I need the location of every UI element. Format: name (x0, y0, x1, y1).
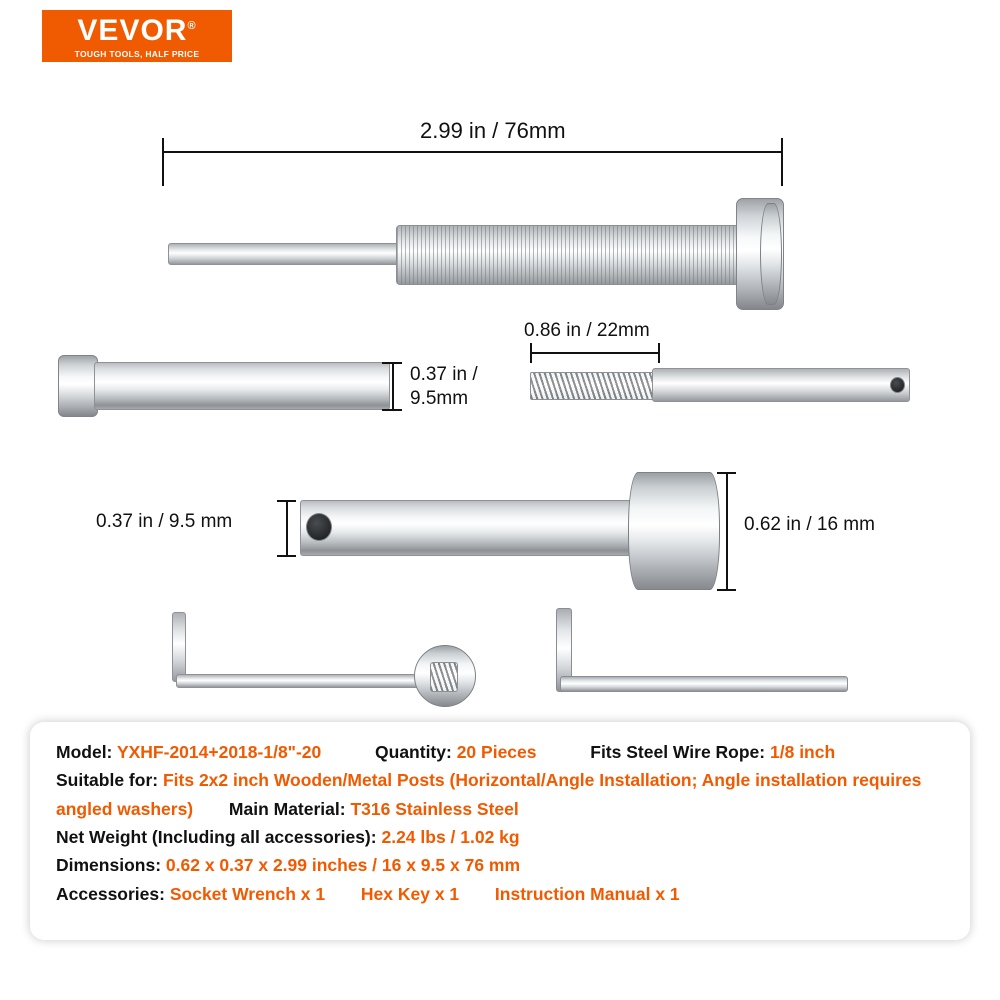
value-suitable: Fits 2x2 inch Wooden/Metal Posts (Horizontal/Angle Installation; Angle installation requires angled washers) (56, 770, 922, 819)
dimension-label-body-diameter-line2: 9.5mm (410, 388, 469, 409)
label-fits-rope: Fits Steel Wire Rope: (590, 742, 766, 762)
tube-smooth-section (652, 368, 910, 402)
specification-card (30, 722, 970, 940)
dimension-tick-bottom-flange-diameter (717, 589, 736, 591)
pin-body (94, 362, 390, 410)
socket-wrench-handle (176, 674, 436, 688)
hex-key-long-arm (560, 676, 848, 692)
dimension-tick-left-thread (530, 343, 532, 363)
dimension-line-thread-length (530, 352, 660, 354)
dimension-tick-top-flange-diameter (717, 472, 736, 474)
dimension-tick-left-overall (162, 138, 164, 186)
value-accessory-3: Instruction Manual x 1 (494, 883, 680, 904)
dimension-tick-right-thread (658, 343, 660, 363)
label-quantity: Quantity: (375, 742, 452, 762)
stud-cap-face (760, 203, 782, 305)
dimension-line-tube-diameter (286, 500, 288, 556)
stud-shank (168, 243, 400, 265)
dimension-label-overall-length: 2.99 in / 76mm (420, 118, 566, 143)
dimension-tick-bottom-tube-diameter (277, 555, 296, 557)
dimension-line-body-diameter (392, 362, 394, 410)
registered-mark: ® (187, 19, 197, 32)
dimension-tick-bottom-body-diameter (382, 409, 402, 411)
dimension-label-body-diameter-line1: 0.37 in / (410, 364, 478, 385)
dimension-label-flange-diameter: 0.62 in / 16 mm (744, 514, 875, 535)
value-material: T316 Stainless Steel (350, 798, 519, 819)
spec-row-model (56, 738, 944, 766)
stud-knurled-body (396, 225, 740, 285)
label-weight: Net Weight (Including all accessories): (56, 827, 377, 848)
value-quantity: 20 Pieces (456, 742, 537, 762)
tube-bore-hole (890, 377, 905, 393)
spec-row-suitable (56, 766, 944, 823)
vevor-logo (42, 10, 232, 62)
barrel-flange (628, 472, 720, 590)
dimension-tick-top-body-diameter (382, 362, 402, 364)
dimension-label-tube-diameter: 0.37 in / 9.5 mm (96, 511, 233, 532)
dimension-line-overall-length (162, 151, 782, 153)
socket-wrench-long-arm (172, 612, 186, 682)
label-material: Main Material: (228, 798, 346, 819)
barrel-tube (300, 500, 660, 556)
brand-tagline: TOUGH TOOLS, HALF PRICE (74, 48, 200, 59)
value-dimensions: 0.62 x 0.37 x 2.99 inches / 16 x 9.5 x 76 mm (165, 855, 521, 876)
dimension-label-thread-length: 0.86 in / 22mm (524, 320, 650, 341)
barrel-bore-hole (306, 513, 332, 541)
label-model: Model: (56, 742, 113, 762)
dimension-line-flange-diameter (726, 472, 728, 590)
value-fits-rope: 1/8 inch (770, 742, 836, 762)
brand-name: VEVOR® (77, 13, 197, 47)
label-suitable: Suitable for: (56, 770, 159, 791)
value-weight: 2.24 lbs / 1.02 kg (381, 827, 520, 848)
tube-threaded-section (530, 372, 658, 400)
spec-row-weight (56, 823, 944, 851)
label-accessories: Accessories: (56, 883, 165, 904)
spec-row-accessories (56, 880, 944, 908)
value-accessory-2: Hex Key x 1 (360, 883, 460, 904)
label-dimensions: Dimensions: (56, 855, 162, 876)
dimension-tick-right-overall (781, 138, 783, 186)
spec-row-dimensions (56, 851, 944, 879)
value-model: YXHF-2014+2018-1/8"-20 (116, 742, 322, 762)
pin-head (58, 355, 98, 417)
socket-wrench-socket (430, 662, 458, 692)
dimension-tick-top-tube-diameter (277, 500, 296, 502)
value-accessory-1: Socket Wrench x 1 (169, 883, 326, 904)
